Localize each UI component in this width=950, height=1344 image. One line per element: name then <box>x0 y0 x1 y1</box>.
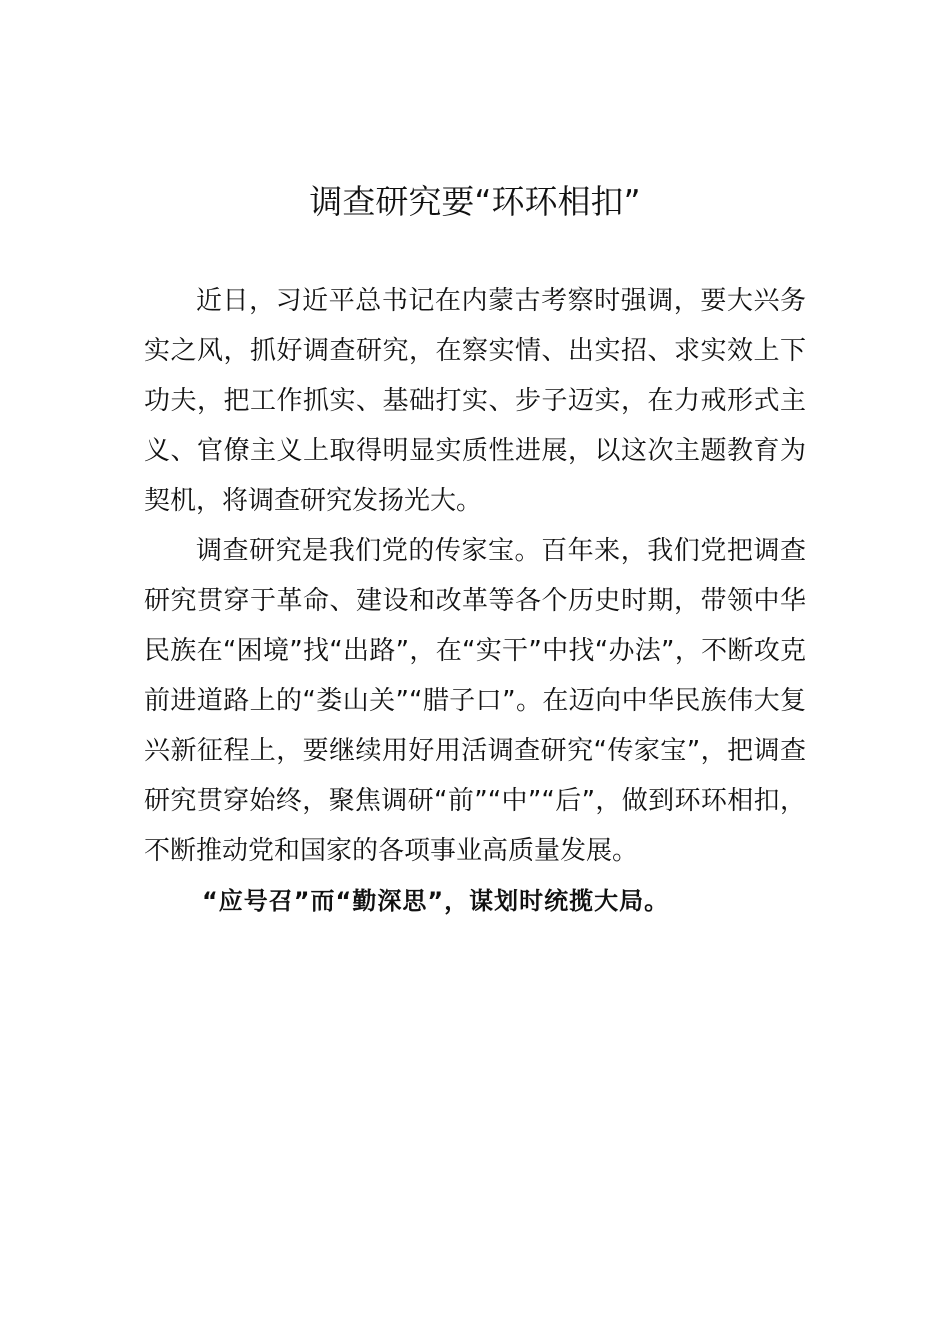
document-title: 调查研究要“环环相扣” <box>309 182 641 221</box>
document-body <box>144 276 806 926</box>
paragraph-heritage: 调查研究是我们党的传家宝。百年来，我们党把调查研究贯穿于革命、建设和改革等各个历史时期，带领中华民族在“困境”找“出路”，在“实干”中找“办法”，不断攻克前进道路上的“娄山关”“腊子口”。在迈向中华民族伟大复兴新征程上，要继续用好用活调查研究“传家宝”，把调查研究贯穿始终，聚焦调研“前”“中”“后”，做到环环相扣，不断推动党和国家的各项事业高质量发展。 <box>144 536 806 866</box>
paragraph-subheading: “应号召”而“勤深思”，谋划时统揽大局。 <box>202 887 670 915</box>
paragraph-intro: 近日，习近平总书记在内蒙古考察时强调，要大兴务实之风，抓好调查研究，在察实情、出实招、求实效上下功夫，把工作抓实、基础打实、步子迈实，在力戒形式主义、官僚主义上取得明显实质性进展，以这次主题教育为契机，将调查研究发扬光大。 <box>144 286 806 516</box>
